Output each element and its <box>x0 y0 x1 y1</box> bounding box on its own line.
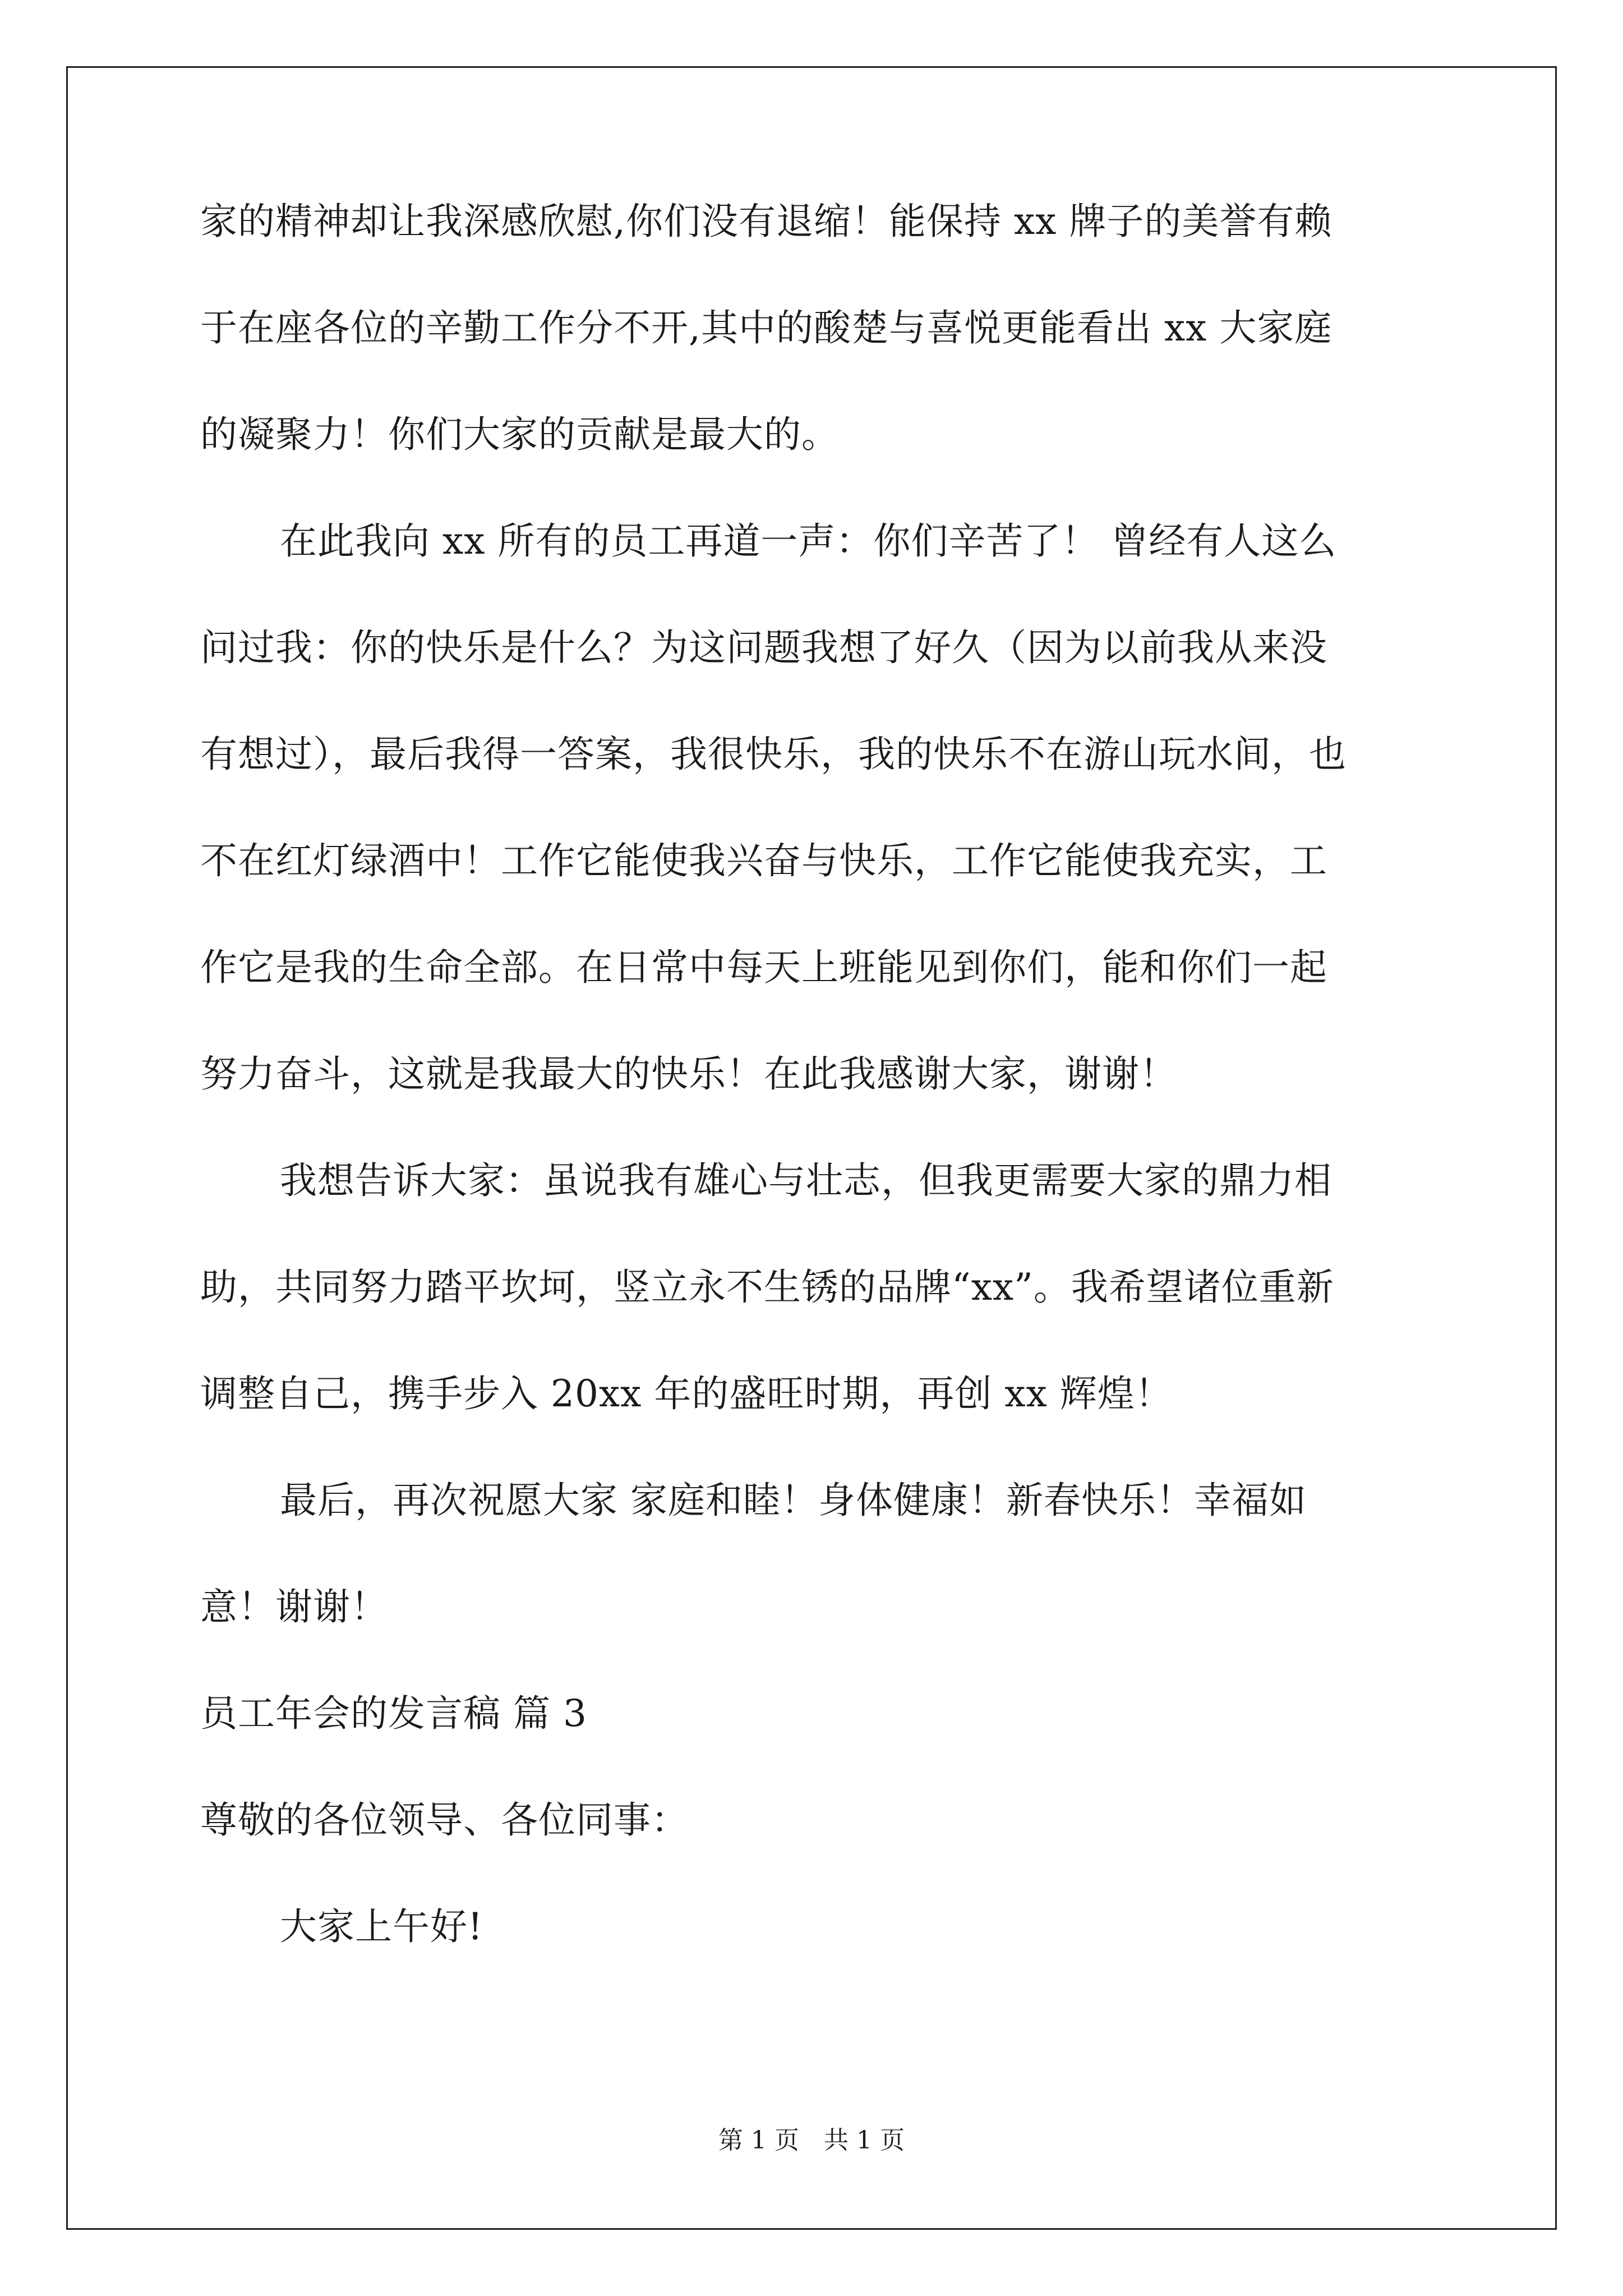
paragraph-line: 我想告诉大家：虽说我有雄心与壮志，但我更需要大家的鼎力相 <box>280 1159 1332 1202</box>
page-footer: 第 1 页 共 1 页 <box>718 2126 905 2155</box>
paragraph-line: 于在座各位的辛勤工作分不开,其中的酸楚与喜悦更能看出 xx 大家庭 <box>200 306 1332 349</box>
paragraph-line: 问过我：你的快乐是什么？为这问题我想了好久（因为以前我从来没 <box>200 626 1327 669</box>
paragraph-line: 不在红灯绿酒中！工作它能使我兴奋与快乐，工作它能使我充实，工 <box>200 839 1327 882</box>
section-heading: 员工年会的发言稿 篇 3 <box>200 1692 587 1735</box>
paragraph-line: 最后，再次祝愿大家 家庭和睦！身体健康！新春快乐！幸福如 <box>280 1479 1307 1522</box>
paragraph-line: 的凝聚力！你们大家的贡献是最大的。 <box>200 413 839 456</box>
paragraph-line: 调整自己，携手步入 20xx 年的盛旺时期，再创 xx 辉煌！ <box>200 1372 1173 1415</box>
salutation: 尊敬的各位领导、各位同事： <box>200 1798 689 1842</box>
greeting: 大家上午好! <box>280 1905 483 1948</box>
paragraph-line: 意！谢谢！ <box>200 1585 388 1628</box>
paragraph-line: 作它是我的生命全部。在日常中每天上班能见到你们，能和你们一起 <box>200 946 1327 989</box>
paragraph-line: 家的精神却让我深感欣慰,你们没有退缩！能保持 xx 牌子的美誉有赖 <box>200 200 1332 243</box>
paragraph-line: 在此我向 xx 所有的员工再道一声：你们辛苦了！ 曾经有人这么 <box>280 519 1337 563</box>
paragraph-line: 助，共同努力踏平坎坷，竖立永不生锈的品牌“xx”。我希望诸位重新 <box>200 1266 1334 1309</box>
paragraph-line: 有想过），最后我得一答案，我很快乐，我的快乐不在游山玩水间，也 <box>200 733 1347 776</box>
paragraph-line: 努力奋斗，这就是我最大的快乐！在此我感谢大家，谢谢！ <box>200 1052 1177 1096</box>
